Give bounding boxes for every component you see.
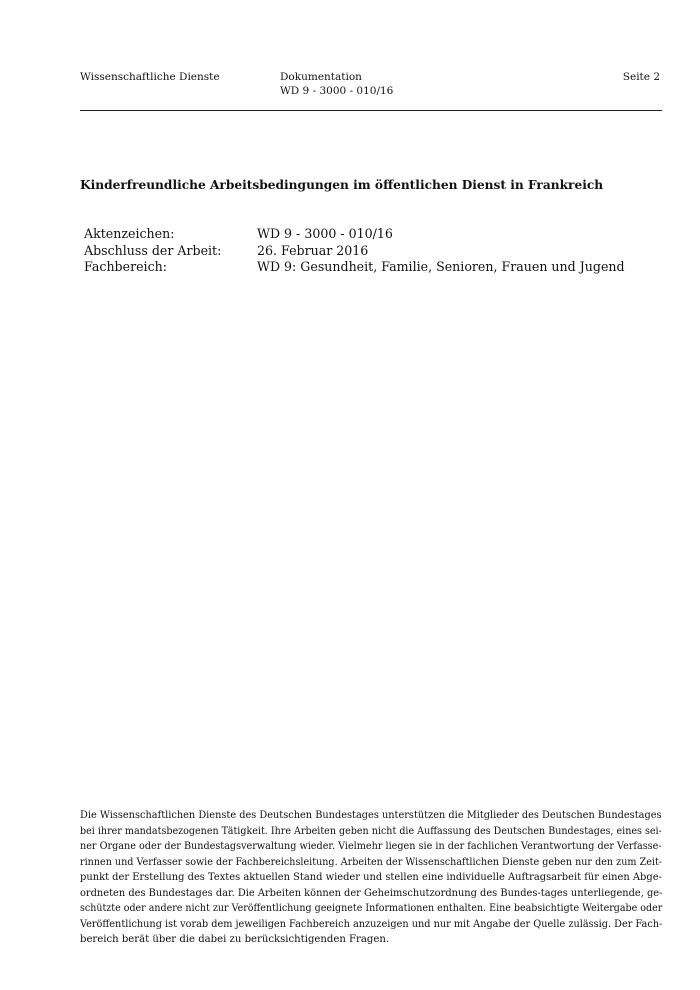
meta-value: WD 9 - 3000 - 010/16: [257, 226, 393, 241]
meta-row-aktenzeichen: [84, 226, 662, 243]
disclaimer-line: punkt der Erstellung des Textes aktuellen Stand wieder und stellen eine individuelle Auftragsarbeit für einen Abge-: [80, 872, 662, 883]
disclaimer-text: [80, 808, 662, 948]
meta-label: Aktenzeichen:: [84, 226, 175, 241]
disclaimer-line: bereich berät über die dabei zu berücksichtigenden Fragen.: [80, 934, 390, 945]
disclaimer-line: rinnen und Verfasser sowie der Fachbereichsleitung. Arbeiten der Wissenschaftlichen Dienste geben nur den zum Zeit-: [80, 856, 663, 868]
header-org: Wissenschaftliche Dienste: [80, 71, 220, 83]
meta-value: WD 9: Gesundheit, Familie, Senioren, Frauen und Jugend: [257, 259, 625, 274]
meta-value: 26. Februar 2016: [257, 242, 369, 258]
header-divider: [80, 110, 662, 111]
meta-row-fachbereich: [84, 259, 662, 276]
disclaimer-line: ordneten des Bundestages dar. Die Arbeiten können der Geheimschutzordnung des Bundes-tages unterliegende, ge-: [80, 887, 663, 899]
meta-label: Fachbereich:: [84, 259, 167, 274]
disclaimer-line: Die Wissenschaftlichen Dienste des Deutschen Bundestages unterstützen die Mitglieder des Deutschen Bundestages: [80, 810, 662, 821]
disclaimer-line: Veröffentlichung ist vorab dem jeweiligen Fachbereich anzuzeigen und nur mit Angabe der Quelle zulässig. Der Fach-: [80, 918, 663, 930]
page-header: [80, 70, 662, 106]
header-doc-type: Dokumentation: [280, 71, 362, 83]
meta-row-abschluss: [84, 243, 662, 260]
header-doc-info: [280, 70, 393, 98]
disclaimer-line: schützte oder andere nicht zur Veröffentlichung geeignete Informationen enthalten. Eine beabsichtigte Weitergabe oder: [80, 903, 663, 914]
disclaimer-line: bei ihrer mandatsbezogenen Tätigkeit. Ihre Arbeiten geben nicht die Auffassung des Deutschen Bundestages, eines sei-: [80, 825, 662, 837]
header-page-number: Seite 2: [622, 71, 660, 83]
disclaimer-line: ner Organe oder der Bundestagsverwaltung wieder. Vielmehr liegen sie in der fachlichen Verantwortung der Verfasse-: [80, 841, 662, 852]
document-title: Kinderfreundliche Arbeitsbedingungen im öffentlichen Dienst in Frankreich: [80, 178, 604, 192]
document-meta: [84, 226, 662, 276]
header-doc-number: WD 9 - 3000 - 010/16: [280, 85, 394, 97]
meta-label: Abschluss der Arbeit:: [84, 242, 222, 258]
